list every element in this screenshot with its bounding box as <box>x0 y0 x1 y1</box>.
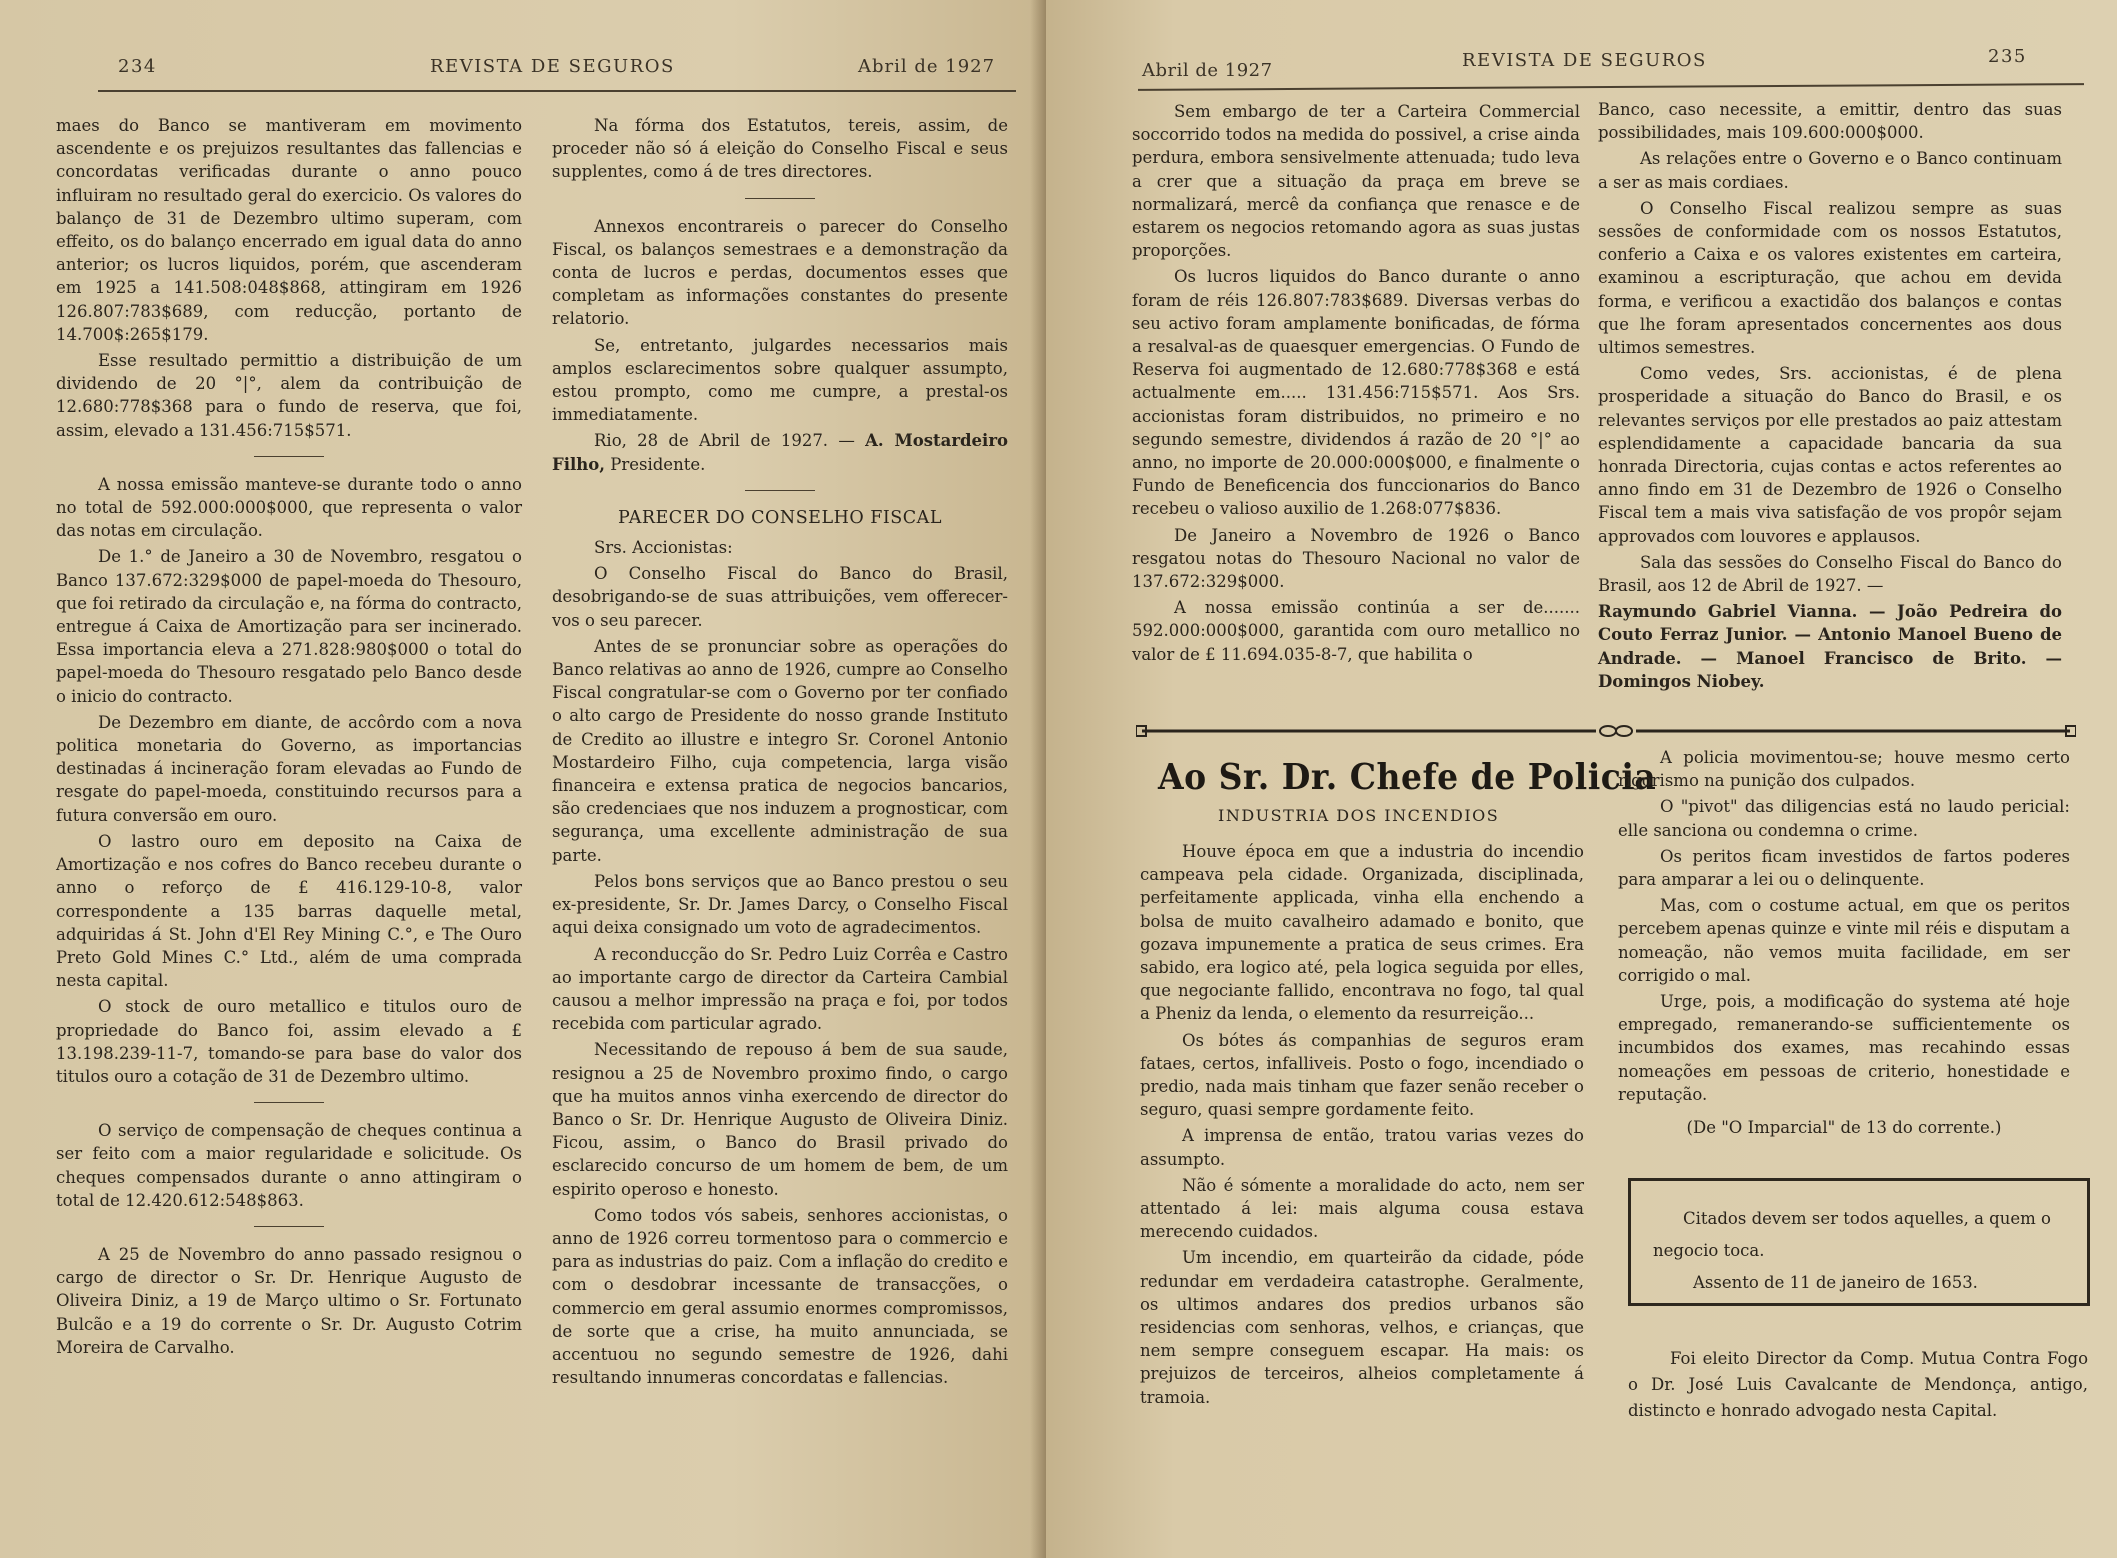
header-rule-right <box>1138 83 2084 91</box>
paragraph: Pelos bons serviços que ao Banco prestou o seu ex-presidente, Sr. Dr. James Darcy, o Conselho Fiscal aqui deixa consignado um voto de agradecimentos. <box>552 871 1008 938</box>
article-title: Ao Sr. Dr. Chefe de Policia <box>1158 755 1657 798</box>
paragraph: O stock de ouro metallico e titulos ouro de propriedade do Banco foi, assim elevado a £ 13.198.239-11-7, tomando-se para base do valor dos titulos ouro a cotação de 31 de Dezembro ultimo. <box>56 997 522 1086</box>
paragraph: A imprensa de então, tratou varias vezes do assumpto. <box>1140 1126 1584 1169</box>
signature-role: Presidente. <box>610 454 706 474</box>
salutation: Srs. Accionistas: <box>594 538 733 558</box>
paragraph: De Janeiro a Novembro de 1926 o Banco resgatou notas do Thesouro Nacional no valor de 137.672:329$000. <box>1132 525 1580 592</box>
quotation-source: Assento de 11 de janeiro de 1653. <box>1693 1273 1978 1292</box>
paragraph: As relações entre o Governo e o Banco continuam a ser as mais cordiaes. <box>1598 149 2062 192</box>
paragraph: Antes de se pronunciar sobre as operações do Banco relativas ao anno de 1926, cumpre ao Conselho Fiscal congratular-se com o Governo por ter confiado o alto cargo de Presidente do nosso grande Instituto de Credito ao illustre e integro Sr. Coronel Antonio Mostardeiro Filho, cuja competencia, larga visão financeira e extensa pratica de negocios bancarios, são credenciaes que nos induzem a prognosticar, com segurança, uma excellente administração de sua parte. <box>552 636 1008 865</box>
signature-date: Rio, 28 de Abril de 1927. — <box>594 431 855 451</box>
paragraph: A nossa emissão continúa a ser de....... 592.000:000$000, garantida com ouro metallico no valor de £ 11.694.035-8-7, que habilita o <box>1132 598 1580 664</box>
paragraph: Esse resultado permittio a distribuição de um dividendo de 20 °|°, alem da contribuição de 12.680:778$368 para o fundo de reserva, que foi, assim, elevado a 131.456:715$571. <box>56 351 522 440</box>
paragraph: De Dezembro em diante, de accôrdo com a nova politica monetaria do Governo, as importancias destinadas á incineração foram elevadas ao Fundo de resgate do papel-moeda, constituindo recursos para a futura conversão em ouro. <box>56 712 522 825</box>
signatories <box>1598 600 2062 693</box>
article-subtitle: INDUSTRIA DOS INCENDIOS <box>1218 806 1500 825</box>
quotation-box <box>1628 1178 2090 1306</box>
paragraph: Na fórma dos Estatutos, tereis, assim, de proceder não só á eleição do Conselho Fiscal e seus supplentes, como á de tres directores. <box>552 116 1008 182</box>
paragraph: De 1.° de Janeiro a 30 de Novembro, resgatou o Banco 137.672:329$000 de papel-moeda do Thesouro, que foi retirado da circulação e, na fórma do contracto, entregue á Caixa de Amortização para ser incinerado. Essa importancia eleva a 271.828:980$000 o total do papel-moeda do Thesouro resgatado pelo Banco desde o inicio do contracto. <box>56 547 522 706</box>
paragraph: O serviço de compensação de cheques continua a ser feito com a maior regularidade e solicitude. Os cheques compensados durante o anno attingiram o total de 12.420.612:548$863. <box>56 1121 522 1210</box>
section-heading: PARECER DO CONSELHO FISCAL <box>618 507 942 528</box>
paragraph: Os lucros liquidos do Banco durante o anno foram de réis 126.807:783$689. Diversas verbas do seu activo foram amplamente bonificadas, de fórma a resalval-as de quaesquer emergencias. O Fundo de Reserva foi augmentado de 12.680:778$368 e está actualmente em..... 131.456:715$571. Aos Srs. accionistas foram distribuidos, no primeiro e no segundo semestre, dividendos á razão de 20 °|° ao anno, no importe de 20.000:000$000, e finalmente o Fundo de Beneficencia dos funccionarios do Banco recebeu o valioso auxilio de 1.268:077$836. <box>1132 267 1580 519</box>
paragraph: Um incendio, em quarteirão da cidade, póde redundar em verdadeira catastrophe. Geralmente, os ultimos andares dos predios urbanos são residencias com senhoras, velhos, e crianças, que nem sempre conseguem escapar. Ha mais: os prejuizos de terceiros, alheios completamente á tramoia. <box>1140 1248 1584 1407</box>
article-source: (De "O Imparcial" de 13 do corrente.) <box>1686 1118 2002 1138</box>
page-number-right: 235 <box>1988 46 2027 67</box>
paragraph: A 25 de Novembro do anno passado resignou o cargo de director o Sr. Dr. Henrique Augusto de Oliveira Diniz, a 19 de Março ultimo o Sr. Fortunato Bulcão e a 19 do corrente o Sr. Dr. Augusto Cotrim Moreira de Carvalho. <box>56 1244 522 1357</box>
paragraph: Se, entretanto, julgardes necessarios mais amplos esclarecimentos sobre qualquer assumpto, estou prompto, como me cumpre, a prestal-os immediatamente. <box>552 335 1008 425</box>
article-column-2 <box>1618 746 2070 1142</box>
ornamental-divider <box>1136 724 2076 738</box>
paragraph: Como todos vós sabeis, senhores accionistas, o anno de 1926 correu tormentoso para o commercio e para as industrias do paiz. Com a inflação do credito e com o desdobrar incessante de transacções, o commercio em geral assumio enormes compromissos, de sorte que a crise, ha muito annunciada, se accentuou no segundo semestre de 1926, dahi resultando innumeras concordatas e fallencias. <box>552 1205 1009 1388</box>
left-column-1 <box>56 114 522 1362</box>
journal-title-right: REVISTA DE SEGUROS <box>1462 50 1707 71</box>
left-column-2 <box>552 114 1008 1392</box>
paragraph: Sala das sessões do Conselho Fiscal do Banco do Brasil, aos 12 de Abril de 1927. — <box>1598 552 2062 596</box>
paragraph: Os bótes ás companhias de seguros eram fataes, certos, infalliveis. Posto o fogo, incendiado o predio, nada mais tinham que fazer senão receber o seguro, quasi sempre gordamente feito. <box>1140 1030 1584 1120</box>
page-number-left: 234 <box>118 56 157 77</box>
paragraph: Como vedes, Srs. accionistas, é de plena prosperidade a situação do Banco do Brasil, e os relevantes serviços por elle prestados ao paiz attestam esplendidamente a capacidade bancaria da sua honrada Directoria, cujas contas e actos referentes ao anno findo em 31 de Dezembro de 1926 o Conselho Fiscal tem a mais viva satisfação de vos propôr sejam approvados com louvores e applausos. <box>1598 364 2062 546</box>
right-column-2-top <box>1598 98 2062 696</box>
paragraph: Sem embargo de ter a Carteira Commercial soccorrido todos na medida do possivel, a crise ainda perdura, embora sensivelmente attenuada; tudo leva a crer que a situação da praça em breve se normalizará, mercê da confiança que renasce e de estarem os negocios retomando agora as suas justas proporções. <box>1132 102 1580 261</box>
separator-rule <box>745 198 815 199</box>
header-date-right: Abril de 1927 <box>1142 60 1273 81</box>
header-rule-left <box>98 90 1016 92</box>
paragraph: O Conselho Fiscal do Banco do Brasil, desobrigando-se de suas attribuições, vem offerecer-vos o seu parecer. <box>552 564 1008 630</box>
paragraph: Necessitando de repouso á bem de sua saude, resignou a 25 de Novembro proximo findo, o cargo que ha muitos annos vinha exercendo de director do Banco o Sr. Dr. Henrique Augusto de Oliveira Diniz. Ficou, assim, o Banco do Brasil privado do esclarecido concurso de um homem de bem, de um espirito operoso e honesto. <box>552 1040 1008 1199</box>
paragraph: A policia movimentou-se; houve mesmo certo rigorismo na punição dos culpados. <box>1618 748 2070 791</box>
quotation-text: Citados devem ser todos aquelles, a quem o negocio toca. <box>1653 1209 2051 1260</box>
separator-rule <box>745 490 815 491</box>
signature-name: A. Mostardeiro Filho, <box>552 431 1009 474</box>
signatories-names: Raymundo Gabriel Vianna. — João Pedreira do Couto Ferraz Junior. — Antonio Manoel Bueno de Andrade. — Manoel Francisco de Brito. — Domingos Niobey. <box>1598 602 2062 691</box>
paragraph: Urge, pois, a modificação do systema até hoje empregado, remanerando-se sufficientemente os incumbidos dos exames, mas recahindo essas nomeações em pessoas de criterio, honestidade e reputação. <box>1618 992 2070 1104</box>
separator-rule <box>254 456 324 457</box>
paragraph: Foi eleito Director da Comp. Mutua Contra Fogo o Dr. José Luis Cavalcante de Mendonça, antigo, distincto e honrado advogado nesta Capital. <box>1628 1349 2088 1420</box>
left-page <box>0 0 1046 1558</box>
paragraph: maes do Banco se mantiveram em movimento ascendente e os prejuizos resultantes das fallencias e concordatas verificadas durante o anno pouco influiram no resultado geral do exercicio. Os valores do balanço de 31 de Dezembro ultimo superam, com effeito, os do balanço encerrado em igual data do anno anterior; os lucros liquidos, porém, que ascenderam em 1925 a 141.508:048$868, attingiram em 1926 126.807:783$689, com reducção, portanto de 14.700$:265$179. <box>56 116 522 344</box>
article-column-1 <box>1140 840 1584 1412</box>
paragraph: Houve época em que a industria do incendio campeava pela cidade. Organizada, disciplinada, perfeitamente applicada, vinha ella enchendo a bolsa de muito cavalheiro adamado e bonito, que gozava impunemente a pratica de seus crimes. Era sabido, era logico até, pela logica seguida por elles, que negociante fallido, encontrava no fogo, tal qual a Pheniz da lenda, o elemento da resurreição... <box>1140 842 1584 1024</box>
header-date-left: Abril de 1927 <box>858 56 996 77</box>
paragraph: Os peritos ficam investidos de fartos poderes para amparar a lei ou o delinquente. <box>1618 846 2070 890</box>
right-column-1-top <box>1132 100 1580 669</box>
signature-line <box>552 429 1008 475</box>
paragraph: A reconducção do Sr. Pedro Luiz Corrêa e Castro ao importante cargo de director da Carteira Cambial causou a melhor impressão na praça e foi, por todos recebida com particular agrado. <box>552 944 1008 1034</box>
separator-rule <box>254 1226 324 1227</box>
paragraph: O "pivot" das diligencias está no laudo pericial: elle sanciona ou condemna o crime. <box>1618 797 2070 840</box>
paragraph: Mas, com o costume actual, em que os peritos percebem apenas quinze e vinte mil réis e disputam a nomeação, não vemos muita facilidade, em ser corrigido o mal. <box>1618 896 2070 985</box>
separator-rule <box>254 1102 324 1103</box>
right-column-2-bottom <box>1628 1346 2088 1427</box>
paragraph: Annexos encontrareis o parecer do Conselho Fiscal, os balanços semestraes e a demonstração da conta de lucros e perdas, documentos esses que completam as informações constantes do presente relatorio. <box>552 216 1008 329</box>
paragraph: O lastro ouro em deposito na Caixa de Amortização e nos cofres do Banco recebeu durante o anno o reforço de £ 416.129-10-8, valor correspondente a 135 barras daquelle metal, adquiridas á St. John d'El Rey Mining C.°, e The Ouro Preto Gold Mines C.° Ltd., além de uma comprada nesta capital. <box>56 831 522 991</box>
paragraph: A nossa emissão manteve-se durante todo o anno no total de 592.000:000$000, que representa o valor das notas em circulação. <box>56 474 522 541</box>
paragraph: Não é sómente a moralidade do acto, nem ser attentado á lei: mais alguma cousa estava merecendo cuidados. <box>1140 1175 1584 1242</box>
paragraph: Banco, caso necessite, a emittir, dentro das suas possibilidades, mais 109.600:000$000. <box>1598 100 2062 143</box>
paragraph: O Conselho Fiscal realizou sempre as suas sessões de conformidade com os nossos Estatutos, conferio a Caixa e os valores existentes em carteira, examinou a escripturação, que achou em devida forma, e verificou a exactidão dos balanços e contas que lhe foram apresentados concernentes aos dous ultimos semestres. <box>1598 198 2062 358</box>
journal-title-left: REVISTA DE SEGUROS <box>430 56 675 77</box>
